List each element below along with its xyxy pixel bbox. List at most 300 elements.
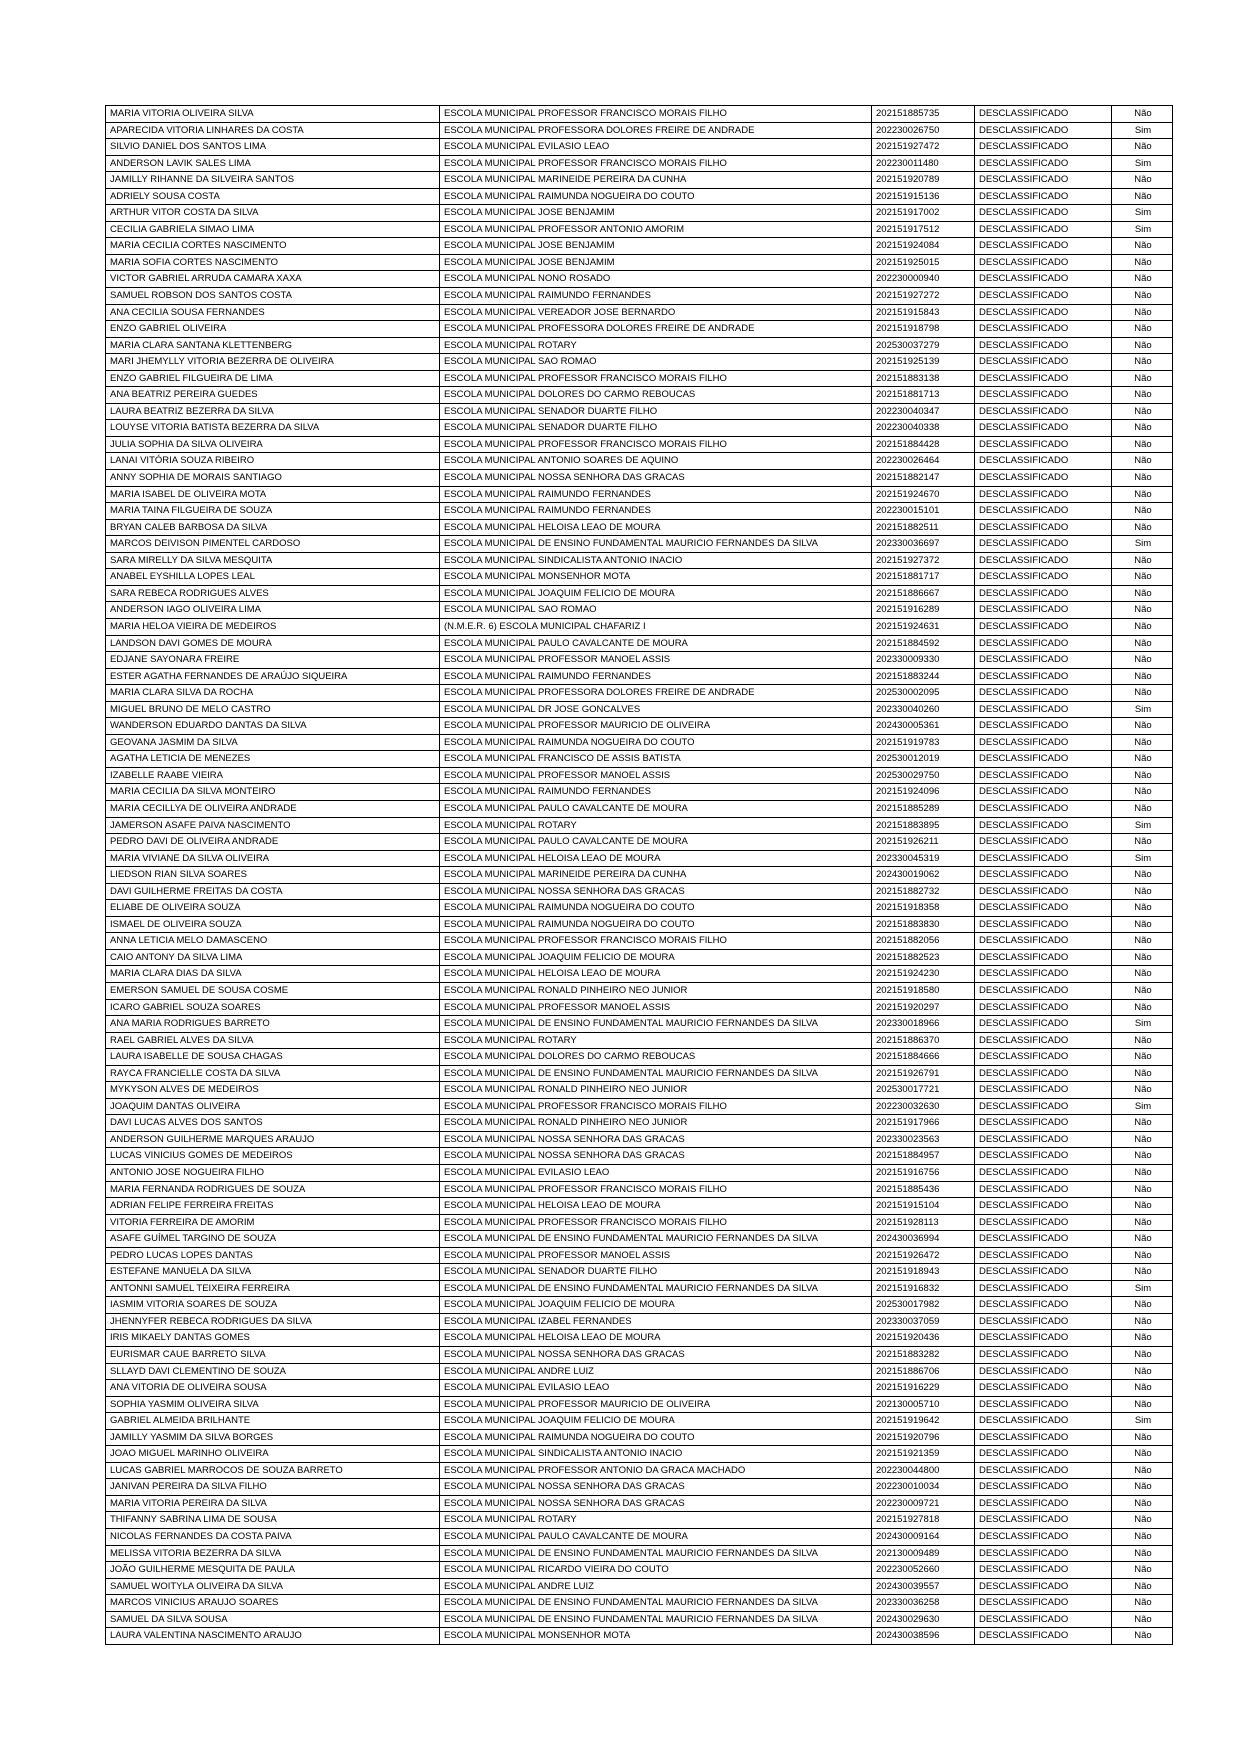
- enrollment-code-cell: 202151917966: [872, 1115, 975, 1132]
- status-cell: DESCLASSIFICADO: [975, 751, 1112, 768]
- school-cell: ESCOLA MUNICIPAL DOLORES DO CARMO REBOUCAS: [440, 1049, 872, 1066]
- table-row: [106, 1231, 1173, 1248]
- student-name-cell: AGATHA LETICIA DE MENEZES: [106, 751, 440, 768]
- enrollment-code-cell: 202151882523: [872, 949, 975, 966]
- status-cell: DESCLASSIFICADO: [975, 867, 1112, 884]
- flag-cell: Não: [1112, 470, 1173, 487]
- status-cell: DESCLASSIFICADO: [975, 536, 1112, 553]
- table-row: [106, 1462, 1173, 1479]
- flag-cell: Não: [1112, 188, 1173, 205]
- enrollment-code-cell: 202151915843: [872, 304, 975, 321]
- table-row: [106, 370, 1173, 387]
- enrollment-code-cell: 202151881713: [872, 387, 975, 404]
- student-name-cell: LUCAS GABRIEL MARROCOS DE SOUZA BARRETO: [106, 1462, 440, 1479]
- student-name-cell: IASMIM VITORIA SOARES DE SOUZA: [106, 1297, 440, 1314]
- table-row: [106, 288, 1173, 305]
- table-row: [106, 321, 1173, 338]
- student-name-cell: SARA MIRELLY DA SILVA MESQUITA: [106, 552, 440, 569]
- school-cell: ESCOLA MUNICIPAL EVILASIO LEAO: [440, 1380, 872, 1397]
- status-cell: DESCLASSIFICADO: [975, 1545, 1112, 1562]
- status-cell: DESCLASSIFICADO: [975, 420, 1112, 437]
- status-cell: DESCLASSIFICADO: [975, 1595, 1112, 1612]
- school-cell: ESCOLA MUNICIPAL DE ENSINO FUNDAMENTAL MAURICIO FERNANDES DA SILVA: [440, 1545, 872, 1562]
- table-row: [106, 966, 1173, 983]
- flag-cell: Não: [1112, 420, 1173, 437]
- student-name-cell: DAVI LUCAS ALVES DOS SANTOS: [106, 1115, 440, 1132]
- flag-cell: Não: [1112, 602, 1173, 619]
- flag-cell: Não: [1112, 1330, 1173, 1347]
- table-row: [106, 221, 1173, 238]
- table-row: [106, 1165, 1173, 1182]
- flag-cell: Sim: [1112, 1280, 1173, 1297]
- status-cell: DESCLASSIFICADO: [975, 1512, 1112, 1529]
- student-name-cell: MARIA ISABEL DE OLIVEIRA MOTA: [106, 486, 440, 503]
- school-cell: ESCOLA MUNICIPAL PAULO CAVALCANTE DE MOURA: [440, 834, 872, 851]
- table-row: [106, 800, 1173, 817]
- enrollment-code-cell: 202151926211: [872, 834, 975, 851]
- enrollment-code-cell: 202430038596: [872, 1628, 975, 1645]
- flag-cell: Sim: [1112, 536, 1173, 553]
- school-cell: ESCOLA MUNICIPAL IZABEL FERNANDES: [440, 1313, 872, 1330]
- enrollment-code-cell: 202530037279: [872, 337, 975, 354]
- table-row: [106, 850, 1173, 867]
- status-cell: DESCLASSIFICADO: [975, 916, 1112, 933]
- table-row: [106, 1529, 1173, 1546]
- student-name-cell: SLLAYD DAVI CLEMENTINO DE SOUZA: [106, 1363, 440, 1380]
- status-cell: DESCLASSIFICADO: [975, 1313, 1112, 1330]
- student-name-cell: VICTOR GABRIEL ARRUDA CAMARA XAXA: [106, 271, 440, 288]
- school-cell: ESCOLA MUNICIPAL PROFESSOR FRANCISCO MORAIS FILHO: [440, 1181, 872, 1198]
- enrollment-code-cell: 202151884428: [872, 436, 975, 453]
- enrollment-code-cell: 202530002095: [872, 685, 975, 702]
- enrollment-code-cell: 202230015101: [872, 503, 975, 520]
- school-cell: ESCOLA MUNICIPAL ROTARY: [440, 1512, 872, 1529]
- status-cell: DESCLASSIFICADO: [975, 800, 1112, 817]
- school-cell: ESCOLA MUNICIPAL RICARDO VIEIRA DO COUTO: [440, 1562, 872, 1579]
- status-cell: DESCLASSIFICADO: [975, 221, 1112, 238]
- table-row: [106, 718, 1173, 735]
- school-cell: ESCOLA MUNICIPAL RAIMUNDA NOGUEIRA DO COUTO: [440, 188, 872, 205]
- student-name-cell: ANTONIO JOSE NOGUEIRA FILHO: [106, 1165, 440, 1182]
- enrollment-code-cell: 202151882511: [872, 519, 975, 536]
- table-row: [106, 1264, 1173, 1281]
- flag-cell: Não: [1112, 271, 1173, 288]
- status-cell: DESCLASSIFICADO: [975, 1495, 1112, 1512]
- table-row: [106, 1628, 1173, 1645]
- table-row: [106, 1347, 1173, 1364]
- table-row: [106, 1032, 1173, 1049]
- table-row: [106, 1512, 1173, 1529]
- school-cell: ESCOLA MUNICIPAL ANTONIO SOARES DE AQUINO: [440, 453, 872, 470]
- student-name-cell: MARIA HELOA VIEIRA DE MEDEIROS: [106, 618, 440, 635]
- enrollment-code-cell: 202330040260: [872, 701, 975, 718]
- table-row: [106, 1562, 1173, 1579]
- status-cell: DESCLASSIFICADO: [975, 519, 1112, 536]
- enrollment-code-cell: 202151925139: [872, 354, 975, 371]
- flag-cell: Não: [1112, 552, 1173, 569]
- flag-cell: Não: [1112, 867, 1173, 884]
- table-row: [106, 436, 1173, 453]
- flag-cell: Não: [1112, 1264, 1173, 1281]
- status-cell: DESCLASSIFICADO: [975, 834, 1112, 851]
- student-name-cell: LOUYSE VITORIA BATISTA BEZERRA DA SILVA: [106, 420, 440, 437]
- school-cell: ESCOLA MUNICIPAL SINDICALISTA ANTONIO INACIO: [440, 552, 872, 569]
- status-cell: DESCLASSIFICADO: [975, 1363, 1112, 1380]
- school-cell: ESCOLA MUNICIPAL RAIMUNDA NOGUEIRA DO COUTO: [440, 900, 872, 917]
- table-row: [106, 1082, 1173, 1099]
- table-row: [106, 1297, 1173, 1314]
- status-cell: DESCLASSIFICADO: [975, 1529, 1112, 1546]
- enrollment-code-cell: 202151884666: [872, 1049, 975, 1066]
- student-name-cell: MARIA CECILIA CORTES NASCIMENTO: [106, 238, 440, 255]
- student-name-cell: ICARO GABRIEL SOUZA SOARES: [106, 999, 440, 1016]
- table-row: [106, 602, 1173, 619]
- status-cell: DESCLASSIFICADO: [975, 701, 1112, 718]
- status-cell: DESCLASSIFICADO: [975, 900, 1112, 917]
- student-name-cell: LUCAS VINICIUS GOMES DE MEDEIROS: [106, 1148, 440, 1165]
- table-row: [106, 1429, 1173, 1446]
- student-name-cell: MARIA CECILIA DA SILVA MONTEIRO: [106, 784, 440, 801]
- student-name-cell: ANA CECILIA SOUSA FERNANDES: [106, 304, 440, 321]
- flag-cell: Sim: [1112, 205, 1173, 222]
- enrollment-code-cell: 202151919783: [872, 734, 975, 751]
- student-name-cell: MARIA CECILLYA DE OLIVEIRA ANDRADE: [106, 800, 440, 817]
- table-row: [106, 1214, 1173, 1231]
- school-cell: ESCOLA MUNICIPAL HELOISA LEAO DE MOURA: [440, 1198, 872, 1215]
- school-cell: ESCOLA MUNICIPAL PROFESSOR FRANCISCO MORAIS FILHO: [440, 155, 872, 172]
- status-cell: DESCLASSIFICADO: [975, 569, 1112, 586]
- table-row: [106, 536, 1173, 553]
- school-cell: ESCOLA MUNICIPAL RAIMUNDA NOGUEIRA DO COUTO: [440, 734, 872, 751]
- school-cell: ESCOLA MUNICIPAL NOSSA SENHORA DAS GRACAS: [440, 1131, 872, 1148]
- student-name-cell: ASAFE GUÍMEL TARGINO DE SOUZA: [106, 1231, 440, 1248]
- table-row: [106, 784, 1173, 801]
- school-cell: ESCOLA MUNICIPAL RAIMUNDA NOGUEIRA DO COUTO: [440, 916, 872, 933]
- school-cell: ESCOLA MUNICIPAL JOAQUIM FELICIO DE MOURA: [440, 1413, 872, 1430]
- student-name-cell: LANAI VITÓRIA SOUZA RIBEIRO: [106, 453, 440, 470]
- student-name-cell: ANA VITORIA DE OLIVEIRA SOUSA: [106, 1380, 440, 1397]
- enrollment-code-cell: 202130009489: [872, 1545, 975, 1562]
- enrollment-code-cell: 202230000940: [872, 271, 975, 288]
- student-name-cell: LAURA BEATRIZ BEZERRA DA SILVA: [106, 403, 440, 420]
- table-row: [106, 1115, 1173, 1132]
- flag-cell: Sim: [1112, 850, 1173, 867]
- status-cell: DESCLASSIFICADO: [975, 1247, 1112, 1264]
- school-cell: ESCOLA MUNICIPAL PROFESSOR FRANCISCO MORAIS FILHO: [440, 1098, 872, 1115]
- flag-cell: Não: [1112, 1181, 1173, 1198]
- school-cell: ESCOLA MUNICIPAL RONALD PINHEIRO NEO JUNIOR: [440, 1082, 872, 1099]
- enrollment-code-cell: 202151926791: [872, 1065, 975, 1082]
- school-cell: ESCOLA MUNICIPAL DE ENSINO FUNDAMENTAL MAURICIO FERNANDES DA SILVA: [440, 1231, 872, 1248]
- flag-cell: Não: [1112, 1032, 1173, 1049]
- flag-cell: Não: [1112, 1082, 1173, 1099]
- enrollment-code-cell: 202330036258: [872, 1595, 975, 1612]
- student-name-cell: WANDERSON EDUARDO DANTAS DA SILVA: [106, 718, 440, 735]
- school-cell: ESCOLA MUNICIPAL RAIMUNDA NOGUEIRA DO COUTO: [440, 1429, 872, 1446]
- flag-cell: Não: [1112, 106, 1173, 123]
- school-cell: ESCOLA MUNICIPAL SENADOR DUARTE FILHO: [440, 420, 872, 437]
- flag-cell: Não: [1112, 1462, 1173, 1479]
- status-cell: DESCLASSIFICADO: [975, 1628, 1112, 1645]
- school-cell: ESCOLA MUNICIPAL PROFESSOR MAURICIO DE OLIVEIRA: [440, 1396, 872, 1413]
- student-name-cell: APARECIDA VITORIA LINHARES DA COSTA: [106, 122, 440, 139]
- student-name-cell: IZABELLE RAABE VIEIRA: [106, 767, 440, 784]
- table-row: [106, 1495, 1173, 1512]
- student-name-cell: SAMUEL DA SILVA SOUSA: [106, 1611, 440, 1628]
- school-cell: ESCOLA MUNICIPAL ANDRE LUIZ: [440, 1578, 872, 1595]
- flag-cell: Não: [1112, 1529, 1173, 1546]
- enrollment-code-cell: 202151886667: [872, 585, 975, 602]
- table-row: [106, 486, 1173, 503]
- enrollment-code-cell: 202430005361: [872, 718, 975, 735]
- flag-cell: Não: [1112, 1049, 1173, 1066]
- student-name-cell: EMERSON SAMUEL DE SOUSA COSME: [106, 982, 440, 999]
- school-cell: ESCOLA MUNICIPAL RONALD PINHEIRO NEO JUNIOR: [440, 982, 872, 999]
- enrollment-code-cell: 202151925015: [872, 254, 975, 271]
- flag-cell: Não: [1112, 321, 1173, 338]
- flag-cell: Não: [1112, 585, 1173, 602]
- flag-cell: Não: [1112, 1165, 1173, 1182]
- status-cell: DESCLASSIFICADO: [975, 602, 1112, 619]
- school-cell: ESCOLA MUNICIPAL PROFESSOR ANTONIO AMORIM: [440, 221, 872, 238]
- enrollment-code-cell: 202151883244: [872, 668, 975, 685]
- table-row: [106, 519, 1173, 536]
- status-cell: DESCLASSIFICADO: [975, 1214, 1112, 1231]
- table-row: [106, 254, 1173, 271]
- table-row: [106, 387, 1173, 404]
- status-cell: DESCLASSIFICADO: [975, 784, 1112, 801]
- school-cell: ESCOLA MUNICIPAL HELOISA LEAO DE MOURA: [440, 850, 872, 867]
- flag-cell: Não: [1112, 652, 1173, 669]
- status-cell: DESCLASSIFICADO: [975, 1429, 1112, 1446]
- enrollment-code-cell: 202151882147: [872, 470, 975, 487]
- student-name-cell: MARIA CLARA DIAS DA SILVA: [106, 966, 440, 983]
- status-cell: DESCLASSIFICADO: [975, 139, 1112, 156]
- enrollment-code-cell: 202230009721: [872, 1495, 975, 1512]
- student-name-cell: JOÃO GUILHERME MESQUITA DE PAULA: [106, 1562, 440, 1579]
- school-cell: ESCOLA MUNICIPAL EVILASIO LEAO: [440, 139, 872, 156]
- enrollment-code-cell: 202530029750: [872, 767, 975, 784]
- student-name-cell: ANDERSON LAVIK SALES LIMA: [106, 155, 440, 172]
- enrollment-code-cell: 202530017721: [872, 1082, 975, 1099]
- student-name-cell: MARIA CLARA SILVA DA ROCHA: [106, 685, 440, 702]
- flag-cell: Não: [1112, 436, 1173, 453]
- table-row: [106, 1016, 1173, 1033]
- student-name-cell: LAURA ISABELLE DE SOUSA CHAGAS: [106, 1049, 440, 1066]
- flag-cell: Não: [1112, 1115, 1173, 1132]
- enrollment-code-cell: 202151918943: [872, 1264, 975, 1281]
- student-name-cell: ANDERSON IAGO OLIVEIRA LIMA: [106, 602, 440, 619]
- table-row: [106, 1330, 1173, 1347]
- school-cell: ESCOLA MUNICIPAL PROFESSOR MANOEL ASSIS: [440, 1247, 872, 1264]
- status-cell: DESCLASSIFICADO: [975, 949, 1112, 966]
- student-name-cell: ESTER AGATHA FERNANDES DE ARAÚJO SIQUEIRA: [106, 668, 440, 685]
- student-name-cell: SAMUEL ROBSON DOS SANTOS COSTA: [106, 288, 440, 305]
- flag-cell: Não: [1112, 1347, 1173, 1364]
- school-cell: ESCOLA MUNICIPAL NOSSA SENHORA DAS GRACAS: [440, 470, 872, 487]
- school-cell: ESCOLA MUNICIPAL MARINEIDE PEREIRA DA CUNHA: [440, 867, 872, 884]
- student-name-cell: MIGUEL BRUNO DE MELO CASTRO: [106, 701, 440, 718]
- flag-cell: Não: [1112, 1479, 1173, 1496]
- student-name-cell: PEDRO DAVI DE OLIVEIRA ANDRADE: [106, 834, 440, 851]
- flag-cell: Não: [1112, 668, 1173, 685]
- enrollment-code-cell: 202151917512: [872, 221, 975, 238]
- enrollment-code-cell: 202151882056: [872, 933, 975, 950]
- enrollment-code-cell: 202151926472: [872, 1247, 975, 1264]
- school-cell: ESCOLA MUNICIPAL JOAQUIM FELICIO DE MOURA: [440, 1297, 872, 1314]
- status-cell: DESCLASSIFICADO: [975, 288, 1112, 305]
- enrollment-code-cell: 202230032630: [872, 1098, 975, 1115]
- table-row: [106, 1280, 1173, 1297]
- table-row: [106, 1578, 1173, 1595]
- flag-cell: Não: [1112, 354, 1173, 371]
- student-name-cell: ELIABE DE OLIVEIRA SOUZA: [106, 900, 440, 917]
- school-cell: ESCOLA MUNICIPAL DE ENSINO FUNDAMENTAL MAURICIO FERNANDES DA SILVA: [440, 1595, 872, 1612]
- student-name-cell: SAMUEL WOITYLA OLIVEIRA DA SILVA: [106, 1578, 440, 1595]
- student-name-cell: JULIA SOPHIA DA SILVA OLIVEIRA: [106, 436, 440, 453]
- flag-cell: Não: [1112, 288, 1173, 305]
- flag-cell: Não: [1112, 767, 1173, 784]
- status-cell: DESCLASSIFICADO: [975, 1380, 1112, 1397]
- flag-cell: Não: [1112, 1595, 1173, 1612]
- school-cell: ESCOLA MUNICIPAL RAIMUNDO FERNANDES: [440, 784, 872, 801]
- enrollment-code-cell: 202151927272: [872, 288, 975, 305]
- school-cell: ESCOLA MUNICIPAL RONALD PINHEIRO NEO JUNIOR: [440, 1115, 872, 1132]
- enrollment-code-cell: 202151924096: [872, 784, 975, 801]
- flag-cell: Não: [1112, 139, 1173, 156]
- table-row: [106, 668, 1173, 685]
- status-cell: DESCLASSIFICADO: [975, 767, 1112, 784]
- school-cell: ESCOLA MUNICIPAL SENADOR DUARTE FILHO: [440, 1264, 872, 1281]
- student-name-cell: GEOVANA JASMIM DA SILVA: [106, 734, 440, 751]
- status-cell: DESCLASSIFICADO: [975, 1479, 1112, 1496]
- school-cell: ESCOLA MUNICIPAL PAULO CAVALCANTE DE MOURA: [440, 635, 872, 652]
- table-row: [106, 701, 1173, 718]
- table-row: [106, 1363, 1173, 1380]
- enrollment-code-cell: 202151885436: [872, 1181, 975, 1198]
- status-cell: DESCLASSIFICADO: [975, 1131, 1112, 1148]
- status-cell: DESCLASSIFICADO: [975, 1181, 1112, 1198]
- status-cell: DESCLASSIFICADO: [975, 1065, 1112, 1082]
- table-row: [106, 205, 1173, 222]
- enrollment-code-cell: 202151885289: [872, 800, 975, 817]
- enrollment-code-cell: 202151883830: [872, 916, 975, 933]
- school-cell: ESCOLA MUNICIPAL NOSSA SENHORA DAS GRACAS: [440, 883, 872, 900]
- status-cell: DESCLASSIFICADO: [975, 1297, 1112, 1314]
- status-cell: DESCLASSIFICADO: [975, 271, 1112, 288]
- table-row: [106, 106, 1173, 123]
- school-cell: ESCOLA MUNICIPAL PROFESSORA DOLORES FREIRE DE ANDRADE: [440, 321, 872, 338]
- school-cell: ESCOLA MUNICIPAL HELOISA LEAO DE MOURA: [440, 1330, 872, 1347]
- flag-cell: Não: [1112, 1429, 1173, 1446]
- school-cell: ESCOLA MUNICIPAL MARINEIDE PEREIRA DA CUNHA: [440, 172, 872, 189]
- status-cell: DESCLASSIFICADO: [975, 1280, 1112, 1297]
- flag-cell: Não: [1112, 1198, 1173, 1215]
- student-name-cell: ANTONNI SAMUEL TEIXEIRA FERREIRA: [106, 1280, 440, 1297]
- status-cell: DESCLASSIFICADO: [975, 254, 1112, 271]
- table-row: [106, 271, 1173, 288]
- school-cell: ESCOLA MUNICIPAL PROFESSOR FRANCISCO MORAIS FILHO: [440, 106, 872, 123]
- status-cell: DESCLASSIFICADO: [975, 1347, 1112, 1364]
- table-row: [106, 585, 1173, 602]
- enrollment-code-cell: 202151915136: [872, 188, 975, 205]
- table-row: [106, 933, 1173, 950]
- school-cell: ESCOLA MUNICIPAL NOSSA SENHORA DAS GRACAS: [440, 1479, 872, 1496]
- table-row: [106, 420, 1173, 437]
- status-cell: DESCLASSIFICADO: [975, 354, 1112, 371]
- enrollment-code-cell: 202430029630: [872, 1611, 975, 1628]
- school-cell: ESCOLA MUNICIPAL SINDICALISTA ANTONIO INACIO: [440, 1446, 872, 1463]
- table-row: [106, 900, 1173, 917]
- school-cell: ESCOLA MUNICIPAL JOSE BENJAMIM: [440, 238, 872, 255]
- table-row: [106, 1446, 1173, 1463]
- status-cell: DESCLASSIFICADO: [975, 321, 1112, 338]
- flag-cell: Não: [1112, 503, 1173, 520]
- school-cell: ESCOLA MUNICIPAL HELOISA LEAO DE MOURA: [440, 966, 872, 983]
- flag-cell: Não: [1112, 172, 1173, 189]
- flag-cell: Não: [1112, 519, 1173, 536]
- enrollment-code-cell: 202151921359: [872, 1446, 975, 1463]
- school-cell: ESCOLA MUNICIPAL RAIMUNDO FERNANDES: [440, 503, 872, 520]
- status-cell: DESCLASSIFICADO: [975, 552, 1112, 569]
- flag-cell: Não: [1112, 1380, 1173, 1397]
- enrollment-code-cell: 202230026750: [872, 122, 975, 139]
- table-row: [106, 635, 1173, 652]
- student-name-cell: LANDSON DAVI GOMES DE MOURA: [106, 635, 440, 652]
- flag-cell: Não: [1112, 1214, 1173, 1231]
- enrollment-code-cell: 202151924084: [872, 238, 975, 255]
- enrollment-code-cell: 202330036697: [872, 536, 975, 553]
- student-name-cell: ESTEFANE MANUELA DA SILVA: [106, 1264, 440, 1281]
- flag-cell: Não: [1112, 800, 1173, 817]
- flag-cell: Sim: [1112, 1016, 1173, 1033]
- table-row: [106, 503, 1173, 520]
- table-row: [106, 1545, 1173, 1562]
- enrollment-code-cell: 202430036994: [872, 1231, 975, 1248]
- table-row: [106, 155, 1173, 172]
- students-results-table: [105, 105, 1173, 1645]
- enrollment-code-cell: 202151927472: [872, 139, 975, 156]
- flag-cell: Não: [1112, 999, 1173, 1016]
- status-cell: DESCLASSIFICADO: [975, 122, 1112, 139]
- table-row: [106, 139, 1173, 156]
- school-cell: ESCOLA MUNICIPAL PROFESSOR FRANCISCO MORAIS FILHO: [440, 370, 872, 387]
- table-row: [106, 767, 1173, 784]
- status-cell: DESCLASSIFICADO: [975, 1413, 1112, 1430]
- table-row: [106, 1413, 1173, 1430]
- flag-cell: Não: [1112, 933, 1173, 950]
- flag-cell: Sim: [1112, 122, 1173, 139]
- enrollment-code-cell: 202230040338: [872, 420, 975, 437]
- school-cell: ESCOLA MUNICIPAL NONO ROSADO: [440, 271, 872, 288]
- student-name-cell: MARIA CLARA SANTANA KLETTENBERG: [106, 337, 440, 354]
- status-cell: DESCLASSIFICADO: [975, 1115, 1112, 1132]
- student-name-cell: NICOLAS FERNANDES DA COSTA PAIVA: [106, 1529, 440, 1546]
- flag-cell: Não: [1112, 1578, 1173, 1595]
- student-name-cell: MARIA FERNANDA RODRIGUES DE SOUZA: [106, 1181, 440, 1198]
- school-cell: ESCOLA MUNICIPAL SENADOR DUARTE FILHO: [440, 403, 872, 420]
- table-row: [106, 403, 1173, 420]
- flag-cell: Não: [1112, 949, 1173, 966]
- flag-cell: Não: [1112, 834, 1173, 851]
- status-cell: DESCLASSIFICADO: [975, 618, 1112, 635]
- flag-cell: Não: [1112, 1628, 1173, 1645]
- enrollment-code-cell: 202330045319: [872, 850, 975, 867]
- flag-cell: Não: [1112, 304, 1173, 321]
- table-row: [106, 1611, 1173, 1628]
- flag-cell: Não: [1112, 1148, 1173, 1165]
- school-cell: ESCOLA MUNICIPAL RAIMUNDO FERNANDES: [440, 668, 872, 685]
